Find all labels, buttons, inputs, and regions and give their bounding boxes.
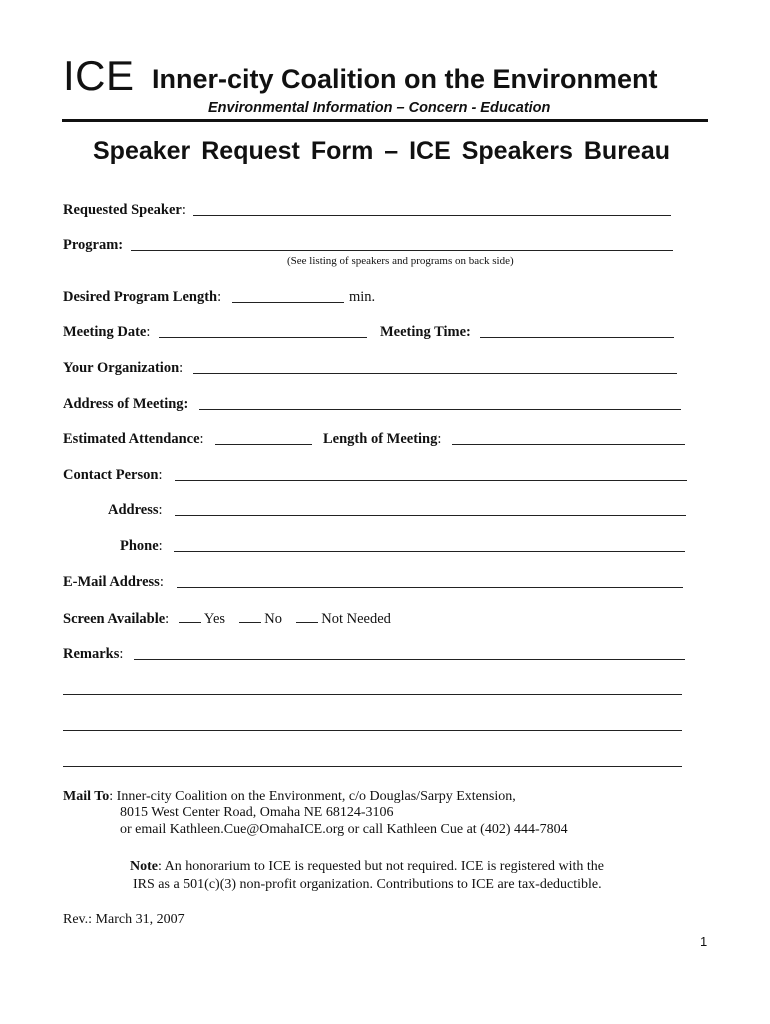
- program-label: Program:: [63, 237, 124, 253]
- remarks-field-line-3[interactable]: [63, 730, 682, 731]
- address-label: Address:: [108, 502, 163, 518]
- requested-speaker-label: Requested Speaker:: [63, 202, 186, 218]
- phone-field[interactable]: [174, 551, 685, 552]
- org-tagline: Environmental Information – Concern - Education: [208, 100, 551, 116]
- mail-to-label: Mail To: [63, 789, 110, 804]
- program-note: (See listing of speakers and programs on back side): [287, 255, 514, 267]
- screen-no-blank[interactable]: [239, 610, 261, 623]
- organization-field[interactable]: [193, 373, 677, 374]
- screen-available-label: Screen Available: [63, 611, 166, 627]
- meeting-time-label: Meeting Time:: [380, 324, 471, 340]
- email-field[interactable]: [177, 587, 683, 588]
- screen-yes-blank[interactable]: [179, 610, 201, 623]
- note-label: Note: [130, 859, 158, 874]
- email-label: E-Mail Address:: [63, 574, 164, 590]
- program-field[interactable]: [131, 250, 673, 251]
- mail-to-line-3: or email Kathleen.Cue@OmahaICE.org or call Kathleen Cue at (402) 444-7804: [120, 822, 568, 837]
- screen-available-row: Screen Available: Yes No Not Needed: [63, 611, 391, 627]
- desired-length-label: Desired Program Length:: [63, 289, 222, 305]
- length-of-meeting-field[interactable]: [452, 444, 685, 445]
- note-line-2: IRS as a 501(c)(3) non-profit organization. Contributions to ICE are tax-deductible.: [133, 877, 602, 892]
- header-divider: [62, 119, 708, 122]
- remarks-field-line-4[interactable]: [63, 766, 682, 767]
- remarks-field-line-2[interactable]: [63, 694, 682, 695]
- meeting-date-field[interactable]: [159, 337, 367, 338]
- meeting-time-field[interactable]: [480, 337, 674, 338]
- organization-label: Your Organization:: [63, 360, 184, 376]
- remarks-label: Remarks:: [63, 646, 124, 662]
- form-title: Speaker Request Form – ICE Speakers Bureau: [93, 137, 671, 165]
- address-of-meeting-field[interactable]: [199, 409, 681, 410]
- screen-option-not-needed: Not Needed: [321, 611, 391, 627]
- revision-date: Rev.: March 31, 2007: [63, 912, 185, 927]
- address-of-meeting-label: Address of Meeting:: [63, 396, 189, 412]
- page-number: 1: [700, 934, 708, 949]
- screen-option-no: No: [264, 611, 283, 627]
- note-line-1: Note: An honorarium to ICE is requested but not required. ICE is registered with the: [130, 859, 604, 874]
- desired-length-field[interactable]: [232, 302, 344, 303]
- remarks-field-line-1[interactable]: [134, 659, 685, 660]
- length-of-meeting-label: Length of Meeting:: [323, 431, 442, 447]
- mail-to-line-1: Mail To: Inner-city Coalition on the Environment, c/o Douglas/Sarpy Extension,: [63, 789, 516, 804]
- org-name: Inner-city Coalition on the Environment: [152, 64, 658, 94]
- org-acronym: ICE: [63, 52, 135, 99]
- address-field[interactable]: [175, 515, 686, 516]
- meeting-date-label: Meeting Date:: [63, 324, 151, 340]
- estimated-attendance-label: Estimated Attendance:: [63, 431, 204, 447]
- screen-not-needed-blank[interactable]: [296, 610, 318, 623]
- estimated-attendance-field[interactable]: [215, 444, 312, 445]
- requested-speaker-field[interactable]: [193, 215, 671, 216]
- phone-label: Phone:: [120, 538, 163, 554]
- mail-to-line-2: 8015 West Center Road, Omaha NE 68124-3106: [120, 805, 394, 820]
- screen-option-yes: Yes: [203, 611, 226, 627]
- contact-person-field[interactable]: [175, 480, 687, 481]
- desired-length-unit: min.: [349, 289, 376, 305]
- contact-person-label: Contact Person:: [63, 467, 163, 483]
